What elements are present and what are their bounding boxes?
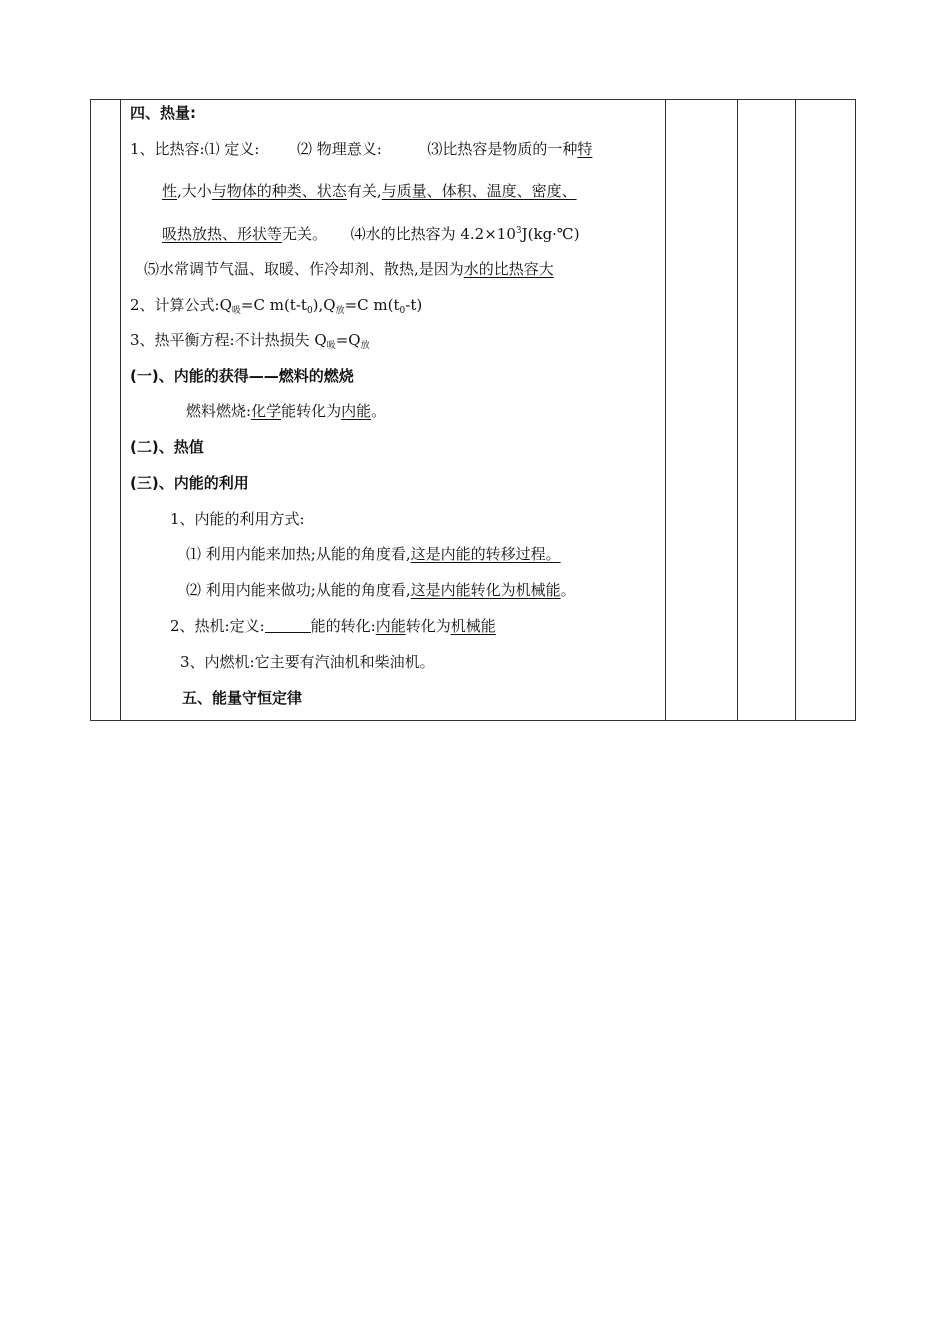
specific-heat-line: 1、比热容:⑴ 定义: ⑵ 物理意义: ⑶比热容是物质的一种特	[130, 140, 593, 158]
heat-engine-line: 2、热机:定义: 能的转化:内能转化为机械能	[170, 617, 496, 635]
work-use-line: ⑵ 利用内能来做功;从能的角度看,这是内能转化为机械能。	[186, 581, 576, 599]
internal-combustion-line: 3、内燃机:它主要有汽油机和柴油机。	[180, 653, 435, 671]
heading-heat: 四、热量:	[130, 104, 196, 122]
water-specific-heat-line: 吸热放热、形状等无关。 ⑷水的比热容为 $4.2\times 10^3J(kg\cdot℃)$	[162, 225, 580, 243]
usage-methods-line: 1、内能的利用方式:	[170, 510, 305, 528]
calc-formula-line: 2、计算公式$:Q_吸=C$ $m(t-t_0),Q_放=C$ $m(t_0-t)$	[130, 296, 423, 316]
section-heading: 五、能量守恒定律	[182, 689, 303, 707]
section-heading: (一)、内能的获得——燃料的燃烧	[130, 367, 354, 385]
column-divider	[795, 100, 796, 720]
specific-heat-property-line: 性,大小与物体的种类、状态有关,与质量、体积、温度、密度、	[162, 182, 577, 200]
section-heading: (三)、内能的利用	[130, 474, 249, 492]
content-cell	[120, 99, 665, 721]
fill-in-blank	[265, 617, 311, 633]
column-divider	[665, 100, 666, 720]
column-divider	[737, 100, 738, 720]
heat-balance-line: 3、热平衡方程:不计热损失 $Q_吸=Q_放$	[130, 331, 370, 351]
heating-use-line: ⑴ 利用内能来加热;从能的角度看,这是内能的转移过程。	[186, 545, 561, 563]
section-heading: (二)、热值	[130, 438, 204, 456]
fuel-burning-line: 燃料燃烧:化学能转化为内能。	[186, 402, 387, 420]
water-use-line: ⑸水常调节气温、取暖、作冷却剂、散热,是因为水的比热容大	[144, 260, 554, 278]
